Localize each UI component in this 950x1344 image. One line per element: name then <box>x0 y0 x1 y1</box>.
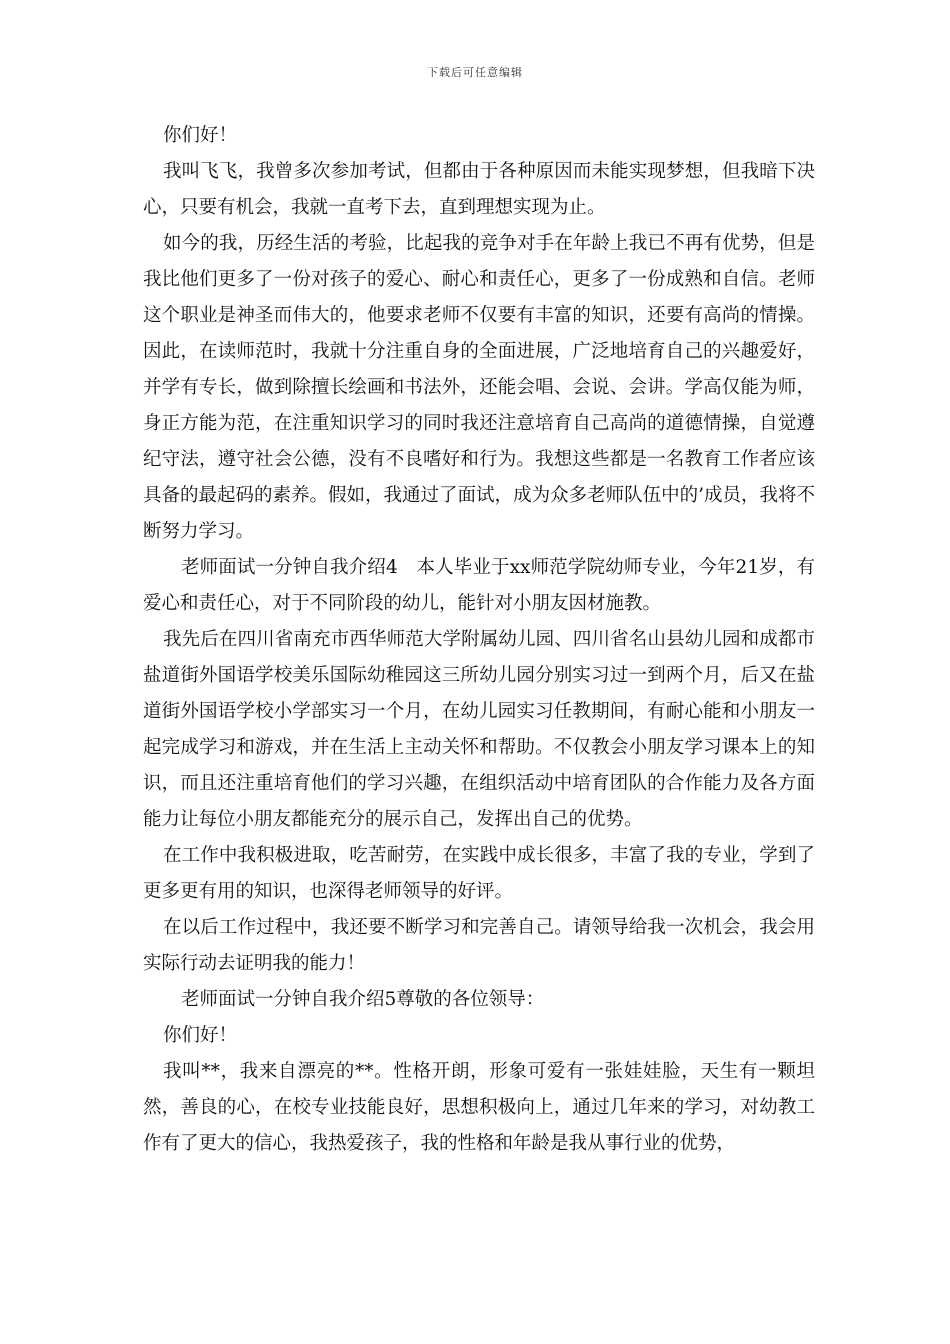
paragraph: 在工作中我积极进取，吃苦耐劳，在实践中成长很多，丰富了我的专业，学到了更多更有用的知识，也深得老师领导的好评。 <box>143 845 815 902</box>
section-heading-paragraph: 老师面试一分钟自我介绍5尊敬的各位领导： <box>181 989 545 1010</box>
document-body <box>143 118 815 1162</box>
paragraph: 你们好！ <box>163 1025 238 1046</box>
paragraph: 我叫飞飞，我曾多次参加考试，但都由于各种原因而未能实现梦想，但我暗下决心，只要有机会，我就一直考下去，直到理想实现为止。 <box>143 161 815 218</box>
paragraph: 在以后工作过程中，我还要不断学习和完善自己。请领导给我一次机会，我会用实际行动去证明我的能力！ <box>143 917 815 974</box>
page-header: 下载后可任意编辑 <box>427 66 523 79</box>
paragraph: 你们好！ <box>163 125 238 146</box>
paragraph: 如今的我，历经生活的考验，比起我的竞争对手在年龄上我已不再有优势，但是我比他们更多了一份对孩子的爱心、耐心和责任心，更多了一份成熟和自信。老师这个职业是神圣而伟大的，他要求老师不仅要有丰富的知识，还要有高尚的情操。因此，在读师范时，我就十分注重自身的全面进展，广泛地培育自己的兴趣爱好，并学有专长，做到除擅长绘画和书法外，还能会唱、会说、会讲。学高仅能为师，身正方能为范，在注重知识学习的同时我还注意培育自己高尚的道德情操，自觉遵纪守法，遵守社会公德，没有不良嗜好和行为。我想这些都是一名教育工作者应该具备的最起码的素养。假如，我通过了面试，成为众多老师队伍中的’成员，我将不断努力学习。 <box>143 233 815 542</box>
paragraph: 我先后在四川省南充市西华师范大学附属幼儿园、四川省名山县幼儿园和成都市盐道街外国语学校美乐国际幼稚园这三所幼儿园分别实习过一到两个月，后又在盐道街外国语学校小学部实习一个月，在幼儿园实习任教期间，有耐心能和小朋友一起完成学习和游戏，并在生活上主动关怀和帮助。不仅教会小朋友学习课本上的知识，而且还注重培育他们的学习兴趣，在组织活动中培育团队的合作能力及各方面能力让每位小朋友都能充分的展示自己，发挥出自己的优势。 <box>143 629 815 830</box>
paragraph: 我叫**，我来自漂亮的**。性格开朗，形象可爱有一张娃娃脸，天生有一颗坦然，善良的心，在校专业技能良好，思想积极向上，通过几年来的学习，对幼教工作有了更大的信心，我热爱孩子，我的性格和年龄是我从事行业的优势， <box>143 1061 815 1154</box>
section-heading-paragraph: 老师面试一分钟自我介绍4 本人毕业于xx师范学院幼师专业，今年21岁，有爱心和责任心，对于不同阶段的幼儿，能针对小朋友因材施教。 <box>143 557 815 614</box>
